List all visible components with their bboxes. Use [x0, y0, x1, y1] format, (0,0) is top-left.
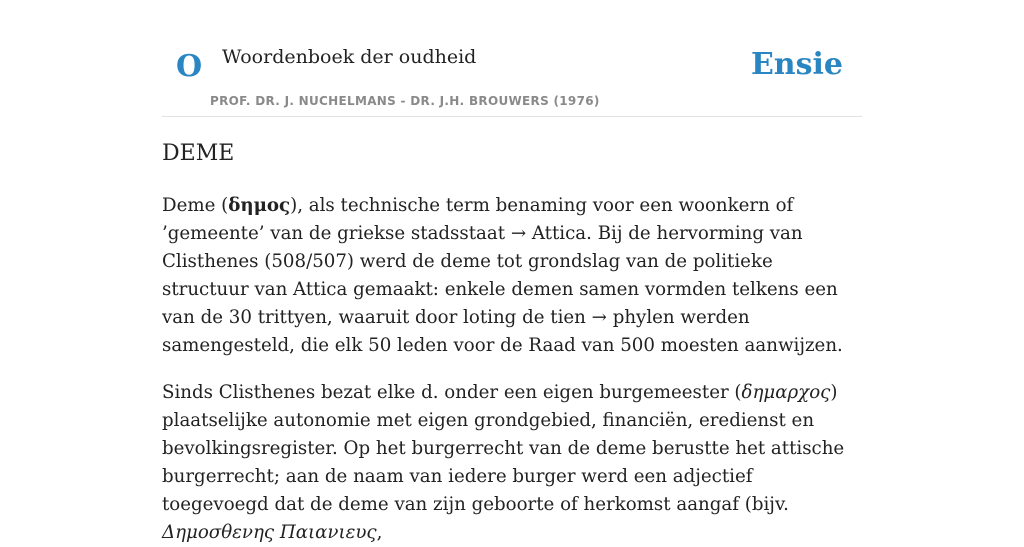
- text-span: Sinds Clisthenes bezat elke d. onder een eigen burgemeester (: [162, 382, 742, 403]
- entry-paragraph: [162, 379, 862, 547]
- header: [162, 0, 862, 117]
- link-attica[interactable]: Attica: [526, 223, 587, 244]
- text-span: ), als technische term benaming voor een woonkern of ’gemeente’ van de griekse stadsstaat: [162, 195, 794, 244]
- book-authors: PROF. DR. J. NUCHELMANS - DR. J.H. BROUWERS (1976): [210, 94, 600, 108]
- greek-term: Δημοσθενης Παιανιευς: [162, 522, 377, 543]
- arrow-icon: →: [591, 307, 607, 328]
- text-span: . Bij de hervorming van Clisthenes (508/507) werd de deme tot grondslag van de politieke structuur van Attica gemaakt: enkele demen samen vormden telkens een van de 30 trittyen, waaruit door loting de tien: [162, 223, 838, 328]
- link-phylen[interactable]: phylen: [606, 307, 675, 328]
- arrow-icon: →: [510, 223, 527, 244]
- brand-logo[interactable]: Ensie: [750, 47, 843, 82]
- page: [162, 0, 862, 543]
- text-span: ) plaatselijke autonomie met eigen grondgebied, financiën, eredienst en bevolkingsregister. Op het burgerrecht van de deme berustte het attische burgerrecht; aan de naam van iedere burger werd een adjectief toegevoegd dat de deme van zijn geboorte of herkomst aangaf (bijv.: [162, 382, 845, 515]
- text-span: ,: [376, 522, 383, 543]
- greek-term: δημαρχος: [741, 382, 831, 403]
- entry-paragraph: [162, 192, 862, 360]
- text-span: werden samengesteld, die elk 50 leden voor de Raad van 500 moesten aanwijzen.: [162, 307, 843, 356]
- text-span: Deme (: [162, 195, 229, 216]
- entry-title: DEME: [162, 141, 235, 166]
- book-title[interactable]: Woordenboek der oudheid: [222, 46, 477, 68]
- letter-index[interactable]: O: [176, 49, 203, 84]
- greek-term: δημος: [228, 195, 291, 216]
